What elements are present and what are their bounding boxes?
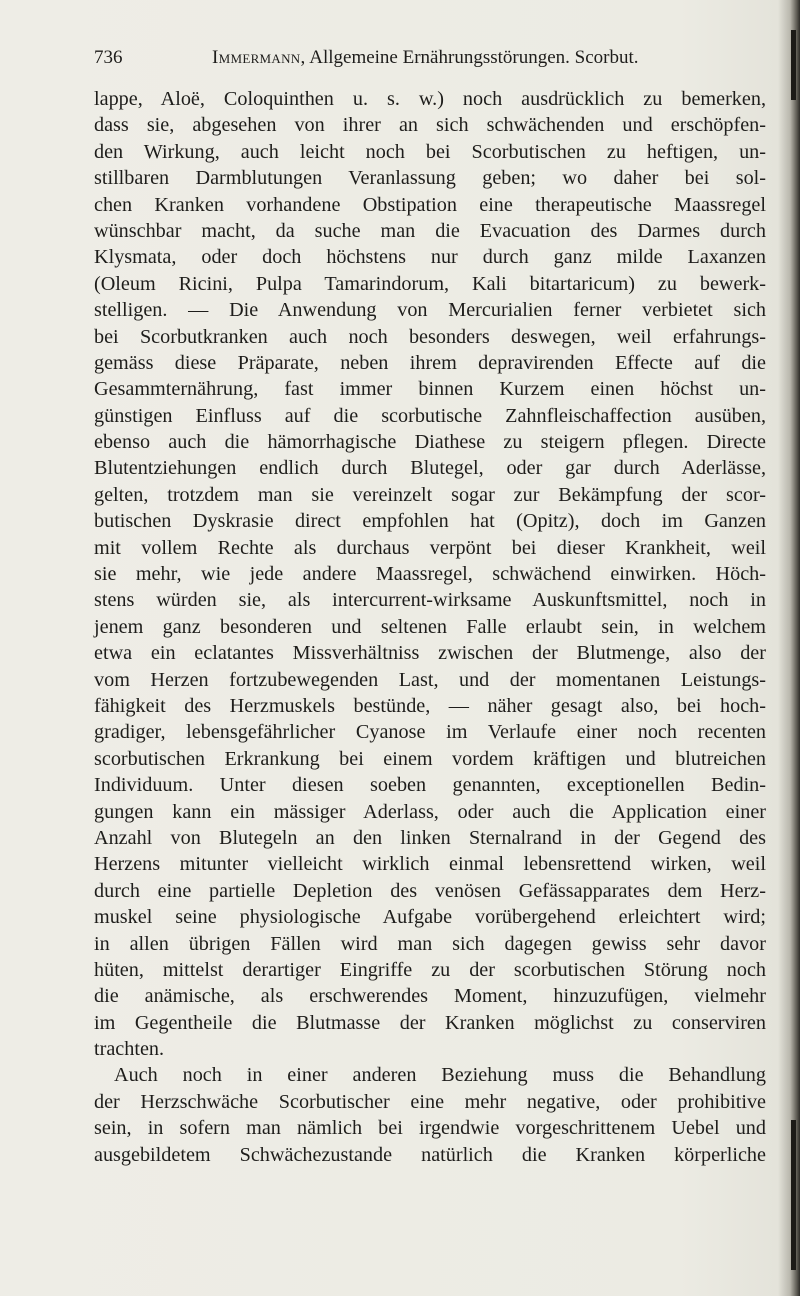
text-line: chen Kranken vorhandene Obstipation eine therapeutische Maassregel	[94, 193, 766, 216]
text-line: sein, in sofern man nämlich bei irgendwie vorgeschrittenem Uebel und	[94, 1117, 766, 1140]
text-line: günstigen Einfluss auf die scorbutische Zahnfleischaffection ausüben,	[94, 404, 766, 427]
author-name: Immermann,	[212, 47, 306, 68]
text-line: ausgebildetem Schwächezustande natürlich die Kranken körperliche	[94, 1143, 766, 1166]
running-header	[94, 44, 734, 72]
text-line: Herzens mitunter vielleicht wirklich einmal lebensrettend wirken, weil	[94, 853, 766, 876]
text-line: Klysmata, oder doch höchstens nur durch ganz milde Laxanzen	[94, 246, 766, 269]
text-line: dass sie, abgesehen von ihrer an sich schwächenden und erschöpfen-	[94, 114, 766, 137]
text-line: gradiger, lebensgefährlicher Cyanose im Verlaufe einer noch recenten	[94, 721, 766, 744]
text-line: stens würden sie, als intercurrent-wirksame Auskunftsmittel, noch in	[94, 589, 766, 612]
text-line: ebenso auch die hämorrhagische Diathese zu steigern pflegen. Directe	[94, 431, 766, 454]
text-line: stillbaren Darmblutungen Veranlassung geben; wo daher bei sol-	[94, 167, 766, 190]
edge-mark	[791, 1120, 796, 1270]
text-line: wünschbar macht, da suche man die Evacuation des Darmes durch	[94, 219, 766, 242]
page-edge-shadow	[778, 0, 800, 1296]
text-line: muskel seine physiologische Aufgabe vorübergehend erleichtert wird;	[94, 906, 766, 929]
paragraph-end-line: trachten.	[94, 1038, 165, 1061]
text-line: durch eine partielle Depletion des venösen Gefässapparates dem Herz-	[94, 879, 766, 902]
text-line: butischen Dyskrasie direct empfohlen hat (Opitz), doch im Ganzen	[94, 510, 766, 533]
paragraph-start-line: Auch noch in einer anderen Beziehung muss die Behandlung	[114, 1064, 766, 1087]
text-line: jenem ganz besonderen und seltenen Falle erlaubt sein, in welchem	[94, 615, 766, 638]
body-text	[94, 86, 766, 1168]
page-number: 736	[94, 47, 123, 68]
text-line: scorbutischen Erkrankung bei einem vordem kräftigen und blutreichen	[94, 747, 766, 770]
text-line: lappe, Aloë, Coloquinthen u. s. w.) noch ausdrücklich zu bemerken,	[94, 88, 766, 110]
text-line: gelten, trotzdem man sie vereinzelt sogar zur Bekämpfung der scor-	[94, 483, 766, 506]
text-line: Blutentziehungen endlich durch Blutegel, oder gar durch Aderlässe,	[94, 457, 766, 480]
text-line: gungen kann ein mässiger Aderlass, oder auch die Application einer	[94, 800, 766, 823]
running-title	[212, 44, 639, 72]
text-line: vom Herzen fortzubewegenden Last, und der momentanen Leistungs-	[94, 668, 766, 691]
text-line: sie mehr, wie jede andere Maassregel, schwächend einwirken. Höch-	[94, 563, 766, 586]
text-line: den Wirkung, auch leicht noch bei Scorbutischen zu heftigen, un-	[94, 140, 766, 163]
text-line: bei Scorbutkranken auch noch besonders deswegen, weil erfahrungs-	[94, 325, 766, 348]
text-line: die anämische, als erschwerendes Moment, hinzuzufügen, vielmehr	[94, 985, 766, 1008]
edge-mark	[791, 30, 796, 100]
text-line: der Herzschwäche Scorbutischer eine mehr negative, oder prohibitive	[94, 1090, 766, 1113]
text-line: Gesammternährung, fast immer binnen Kurzem einen höchst un-	[94, 378, 766, 401]
text-line: in allen übrigen Fällen wird man sich dagegen gewiss sehr davor	[94, 932, 766, 955]
text-line: gemäss diese Präparate, neben ihrem depravirenden Effecte auf die	[94, 351, 766, 374]
text-line: etwa ein eclatantes Missverhältniss zwischen der Blutmenge, also der	[94, 642, 766, 665]
text-line: Individuum. Unter diesen soeben genannten, exceptionellen Bedin-	[94, 774, 766, 797]
text-line: stelligen. — Die Anwendung von Mercurialien ferner verbietet sich	[94, 299, 766, 322]
text-line: hüten, mittelst derartiger Eingriffe zu der scorbutischen Störung noch	[94, 958, 766, 981]
chapter-title: Allgemeine Ernährungsstörungen. Scorbut.	[309, 47, 639, 68]
text-line: Anzahl von Blutegeln an den linken Sternalrand in der Gegend des	[94, 826, 766, 849]
text-line: (Oleum Ricini, Pulpa Tamarindorum, Kali bitartaricum) zu bewerk-	[94, 272, 766, 295]
text-line: fähigkeit des Herzmuskels bestünde, — näher gesagt also, bei hoch-	[94, 694, 766, 717]
text-line: im Gegentheile die Blutmasse der Kranken möglichst zu conserviren	[94, 1011, 766, 1034]
text-line: mit vollem Rechte als durchaus verpönt bei dieser Krankheit, weil	[94, 536, 766, 559]
